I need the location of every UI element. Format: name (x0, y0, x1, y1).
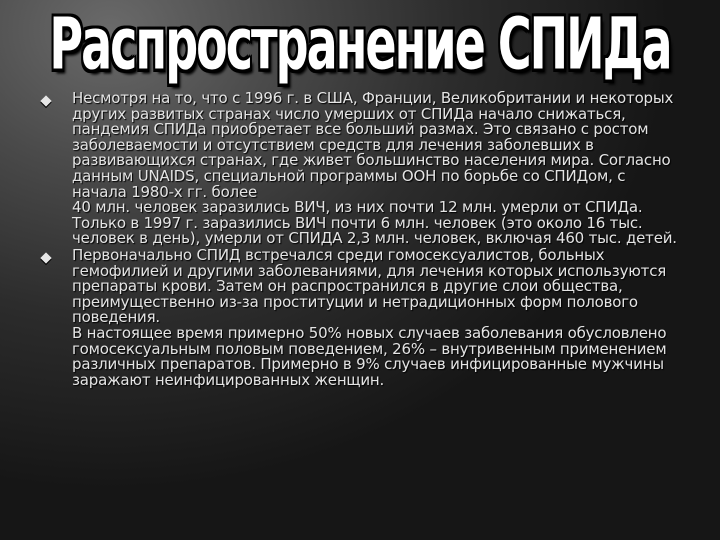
bullet-item-2 (42, 245, 682, 389)
paragraph: Только в 1997 г. заразились ВИЧ почти 6 млн. человек (это около 16 тыс. человек в день), умерли от СПИДА 2,3 млн. человек, включая 460 тыс. детей. (72, 213, 677, 248)
diamond-bullet-icon (40, 95, 51, 106)
paragraph: Несмотря на то, что с 1996 г. в США, Франции, Великобритании и некоторых других развитых странах число умерших от СПИДа начало снижаться, пандемия СПИДа приобретает все больший размах. Это связано с ростом заболеваемости и отсутствием средств для лечения заболевших в развивающихся странах, где живет большинство населения мира. Согласно данным UNAIDS, специальной программы ООН по борьбе со СПИДом, с начала 1980-х гг. более (72, 89, 674, 201)
slide-title: Распространение СПИДа (49, 2, 671, 86)
diamond-bullet-icon (40, 252, 51, 263)
paragraph: 40 млн. человек заразились ВИЧ, из них почти 12 млн. умерли от СПИДа. (72, 198, 643, 217)
bullet-item-1 (42, 91, 682, 247)
paragraph: Первоначально СПИД встречался среди гомосексуалистов, больных гемофилией и другими заболеваниями, для лечения которых используются препараты крови. Затем он распространился в другие слои общества, преимущественно из-за проституции и нетрадиционных форм полового поведения. (72, 245, 667, 327)
paragraph: В настоящее время примерно 50% новых случаев заболевания обусловлено гомосексуальным половым поведением, 26% – внутривенным применением различных препаратов. Примерно в 9% случаев инфицированные мужчины заражают неинфицированных женщин. (72, 323, 667, 389)
bullet-list (42, 91, 682, 389)
